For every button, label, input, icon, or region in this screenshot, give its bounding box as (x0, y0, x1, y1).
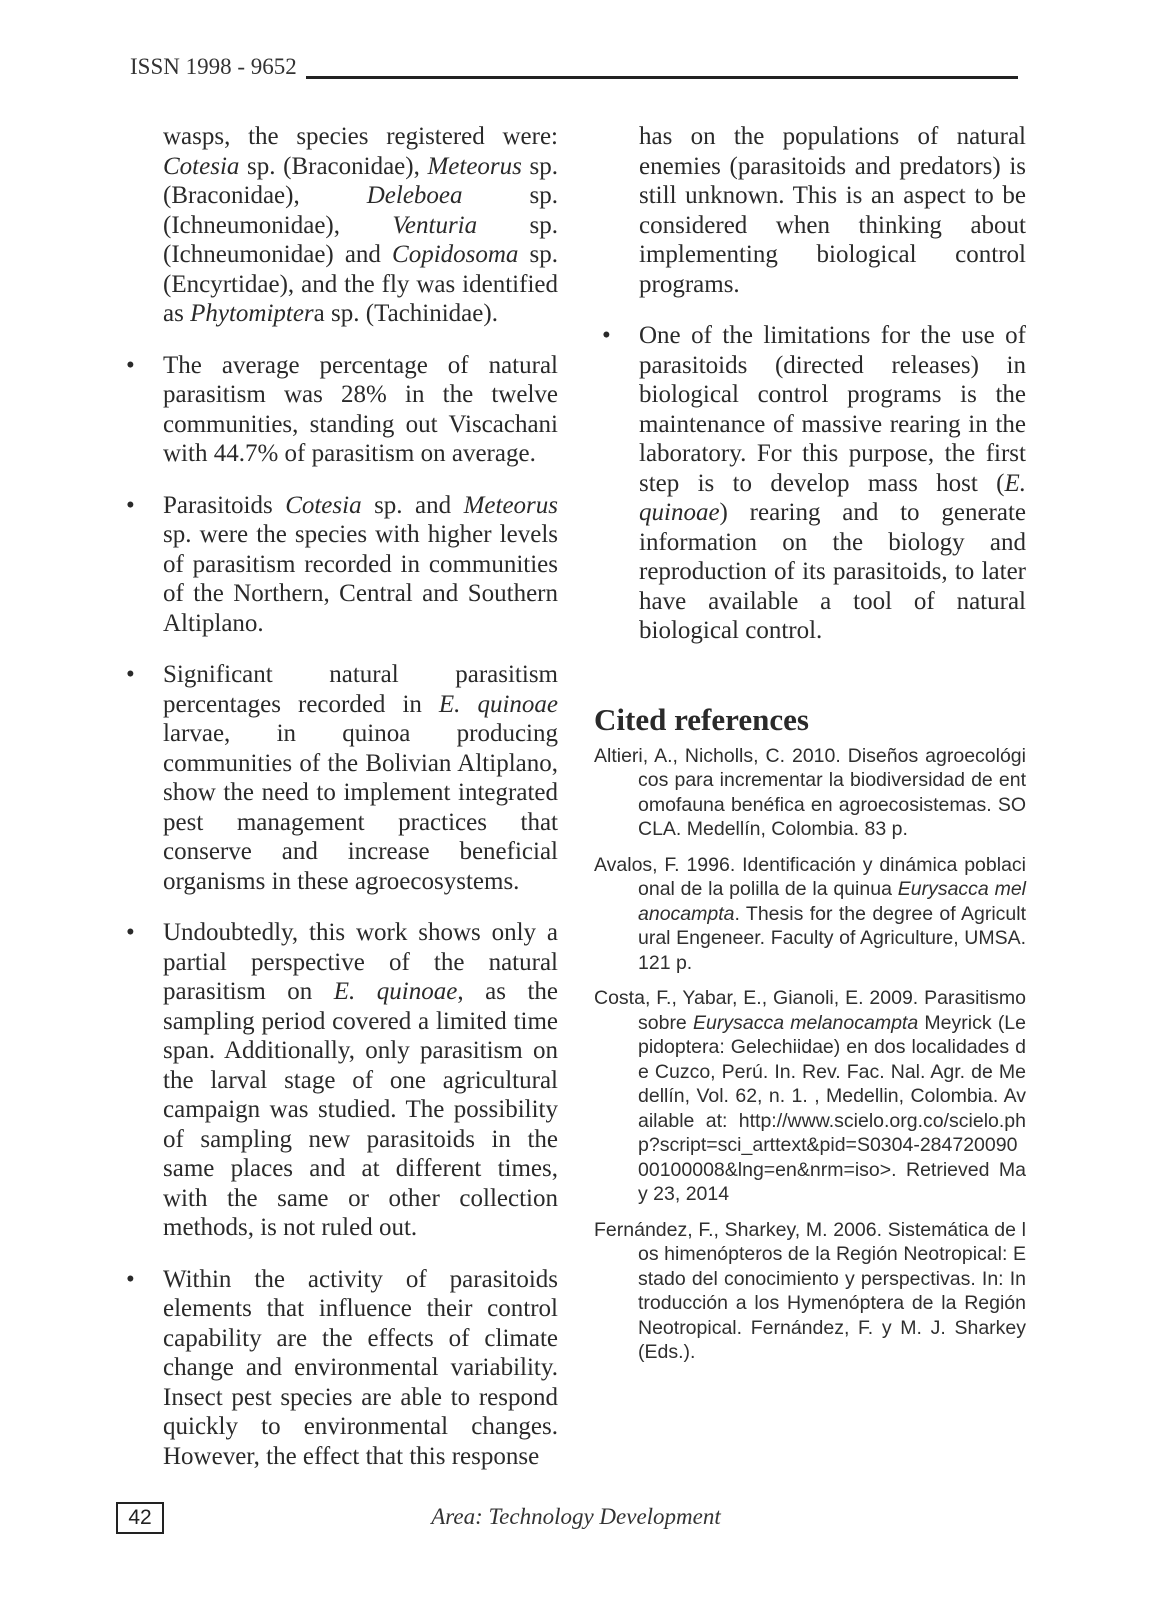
text-run: The average percentage of natural parasitism was 28% in the twelve communities, standing out Viscachani with 44.7% of parasitism on average. (163, 351, 558, 467)
text-run: Avalos, F. 1996. Identificación y dinámica poblacional de la polilla de la quinua (594, 853, 1026, 900)
text-run: Meyrick (Lepidoptera: Gelechiidae) en dos localidades de Cuzco, Perú. In. Rev. Fac. Nal. Agr. de Medellín, Vol. 62, n. 1. , Medellin, Colombia. Available at: http://www.scielo.org.co/scielo.php?script=sci_arttext&pid=S0304-28472009000100008&lng=en&nrm=iso>. Retrieved May 23, 2014 (638, 1011, 1026, 1205)
italic-term: Eurysacca melanocampta (638, 878, 1027, 925)
text-run: Fernández, F., Sharkey, M. 2006. Sistemática de los himenópteros de la Región Neotropical: Estado del conocimiento y perspectivas. In: Introducción a los Hymenóptera de la Región Neotropical. Fernández, F. y M. J. Sharkey (Eds.). (594, 1218, 1026, 1363)
header-rule (306, 76, 1018, 79)
text-run: ) rearing and to generate information on the biology and reproduction of its parasitoids, to later have available a tool of natural biological control. (639, 499, 1026, 644)
italic-term: Cotesia (285, 491, 362, 519)
reference-entry (594, 1218, 1026, 1365)
left-column (118, 122, 558, 1471)
bullet-dot: • (126, 919, 135, 946)
text-run: One of the limitations for the use of parasitoids (directed releases) in biological control programs is the maintenance of massive rearing in the laboratory. For this purpose, the first step is to develop mass host ( (639, 322, 1026, 497)
italic-term: E. quinoae (639, 469, 1026, 526)
text-run: Undoubtedly, this work shows only a partial perspective of the natural parasitism on (163, 919, 558, 1005)
bullet-dot: • (126, 491, 135, 519)
italic-term: E. quinoae (438, 690, 558, 718)
bullet-dot: • (126, 351, 135, 379)
text-run: sp. were the species with higher levels of parasitism recorded in communities of the Northern, Central and Southern Altiplano. (163, 521, 558, 637)
header-issn: ISSN 1998 - 9652 (130, 54, 297, 79)
text-run: sp. and (361, 491, 464, 519)
text-run: Significant natural parasitism percentages recorded in (163, 661, 558, 718)
text-run: sp. (Encyrtidae), and the fly was identified as (163, 241, 558, 327)
reference-entry (594, 853, 1026, 976)
italic-term: Eurysacca melanocampta (693, 1011, 919, 1034)
italic-term: Deleboea (366, 182, 463, 209)
bullet-item (118, 491, 558, 639)
bullet-text (163, 661, 558, 895)
references-list (594, 744, 1026, 1365)
italic-term: E. quinoae (333, 978, 458, 1005)
bullet-item (118, 660, 558, 896)
text-run: . Thesis for the degree of Agricultural Engeneer. Faculty of Agriculture, UMSA. 121 p. (638, 902, 1026, 974)
italic-term: Cotesia (163, 152, 240, 180)
text-run: a sp. (Tachinidae). (313, 300, 498, 327)
text-run: sp. (Ichneumonidae), (163, 182, 559, 239)
continuation-paragraph (594, 122, 1026, 299)
italic-term: Venturia (392, 211, 478, 239)
text-run: Costa, F., Yabar, E., Gianoli, E. 2009. Parasitismo sobre (594, 987, 1026, 1034)
intro-paragraph (118, 122, 558, 329)
right-column (594, 122, 1026, 1376)
italic-term: Meteorus (427, 152, 522, 180)
text-run: Within the activity of parasitoids elements that influence their control capability are the effects of climate change and environmental variability. Insect pest species are able to respond quickly to environmental changes. However, the effect that this response (163, 1265, 558, 1470)
reference-entry (594, 744, 1026, 842)
text-run: has on the populations of natural enemies (parasitoids and predators) is still unknown. This is an aspect to be considered when thinking about implementing biological control programs. (639, 123, 1026, 298)
italic-term: Meteorus (463, 491, 558, 519)
footer-area: Area: Technology Development (431, 1504, 721, 1529)
text-run: wasps, the species registered were: (163, 123, 558, 150)
italic-term: Phytomipter (190, 300, 314, 327)
text-run: sp. (Ichneumonidae) and (163, 211, 558, 268)
text-run: , as the sampling period covered a limited time span. Additionally, only parasitism on the larval stage of one agricultural campaign was studied. The possibility of sampling new parasitoids in the same places and at different times, with the same or other collection methods, is not ruled out. (163, 978, 558, 1241)
text-run: larvae, in quinoa producing communities of the Bolivian Altiplano, show the need to implement integrated pest management practices that conserve and increase beneficial organisms in these agroecosystems. (163, 720, 558, 895)
text-run: sp. (Braconidae), (239, 152, 428, 180)
bullet-text (163, 492, 558, 637)
bullet-text (163, 919, 558, 1241)
bullet-text (639, 322, 1026, 644)
bullet-item (118, 1265, 558, 1472)
bullet-item (118, 351, 558, 469)
bullet-item (594, 321, 1026, 646)
page-number: 42 (116, 1502, 164, 1534)
text-run: Parasitoids (163, 491, 286, 519)
references-heading: Cited references (594, 701, 809, 737)
bullet-item (118, 918, 558, 1243)
bullet-dot: • (126, 661, 135, 688)
italic-term: Copidosoma (392, 241, 519, 268)
bullet-text (163, 352, 558, 468)
bullet-text (163, 1266, 558, 1470)
reference-entry (594, 986, 1026, 1207)
text-run: sp. (Braconidae), (163, 152, 558, 209)
bullet-dot: • (126, 1265, 135, 1293)
bullet-dot: • (602, 322, 611, 349)
text-run: Altieri, A., Nicholls, C. 2010. Diseños agroecológicos para incrementar la biodiversidad de entomofauna benéfica en agroecosistemas. SOCLA. Medellín, Colombia. 83 p. (594, 744, 1026, 840)
